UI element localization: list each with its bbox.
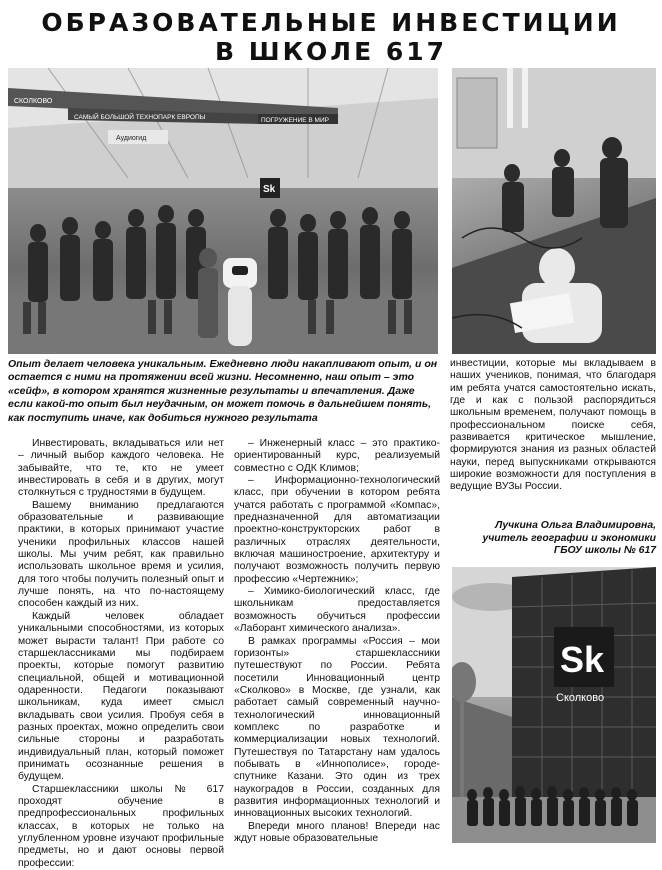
skolkovo-building-photo [452,567,656,843]
paragraph: – Информационно-технологический класс, при обучении в котором ребята учатся работать с программой «Компас», предназначенной для автоматизации проектно-конструкторских работ в различных отраслях деятельности, включая машиностроение, архитектуру и получают возможность получить первую профессию «Чертежник»; [234,475,440,585]
lede-paragraph: Опыт делает человека уникальным. Ежедневно люди накапливают опыт, и он остается с ними на протяжении всей жизни. Несомненно, наш опыт – это «сейф», в котором хранятся жизненные результаты и впечатления. Даже если какой-то опыт был неудачным, он может помочь в дальнейшем понять, как поступить иначе, как добиться нужного результата [8,358,438,424]
paragraph: Инвестировать, вкладываться или нет – личный выбор каждого человека. Не забывайте, что те, кто не умеет инвестировать в себя и в других, могут столкнуться с трудностями в будущем. [18,438,224,499]
article-column-2 [234,438,440,845]
building-sign: Sk [560,639,605,680]
building-photo-illustration [452,567,656,843]
group-photo-technopark [8,68,438,354]
title-line-2: В ШКОЛЕ 617 [214,37,448,66]
article-column-1 [18,438,224,870]
author-position: учитель географии и экономики [482,532,656,544]
author-school: ГБОУ школы № 617 [553,545,656,557]
sign-technopark: САМЫЙ БОЛЬШОЙ ТЕХНОПАРК ЕВРОПЫ [74,114,206,121]
building-sign-caption: Сколково [556,692,605,704]
paragraph: инвестиции, которые мы вкладываем в наших учеников, понимая, что благодаря им ребята учатся самостоятельно искать, где и как с пользой распорядиться школьным временем, получают помощь в профессиональном поиске себя, развивается критическое мышление, формируются знания из разных областей науки, перед выпускниками открываются широкие возможности для поступления в ведущие ВУЗы России. [450,358,656,493]
article-title [0,8,662,66]
title-line-1: ОБРАЗОВАТЕЛЬНЫЕ ИНВЕСТИЦИИ [41,8,621,37]
robot-icon [223,258,257,346]
lab-photo-illustration [452,68,656,354]
article-column-3 [450,358,656,494]
paragraph: – Инженерный класс – это практико-ориентированный курс, реализуемый совместно с ОДК Климов; [234,438,440,474]
group-photo-illustration [8,68,438,354]
paragraph: Вашему вниманию предлагаются образовательные и развивающие практики, в которых принимают участие ученики профильных классов нашей школы. Мы учим ребят, как правильно использовать школьное время и усилия, для того чтобы получить полезный опыт и лучше понять, на что по-настоящему способен каждый из них. [18,499,224,610]
paragraph: Старшеклассники школы № 617 проходят обучение в предпрофессиональных профильных классах, в которых не только на углубленном уровне изучают профильные предметы, но и дают основы первой профессии: [18,783,224,869]
paragraph: Впереди много планов! Впереди нас ждут новые образовательные [234,820,440,844]
sign-sk: Sk [263,184,276,195]
sign-immersion: ПОГРУЖЕНИЕ В МИР [261,117,329,124]
paragraph: В рамках программы «Россия – мои горизонты» старшеклассники путешествуют по России. Ребята посетили Инновационный центр «Сколково» в Москве, где узнали, как работает самый современный научно-технологический инновационный комплекс по разработке и коммерциализации новых технологий. Путешествуя по Татарстану нам удалось побывать в «Иннополисе», городе-спутнике Казани. Это один из трех наукоградов в России, созданных для развития информационных технологий и инновационных высоких технологий. [234,635,440,820]
paragraph: Каждый человек обладает уникальными способностями, из которых может вырасти талант! При работе со старшеклассниками мы подбираем проекты, которые помогут развитию специальной, общей и мотивационной одаренности. Педагоги показывают школьникам, куда имеет смысл вкладывать свои усилия. Пробуя себя в разных проектах, можно определить свои сильные стороны и разработать индивидуальный план, который поможет принимать осознанные решения в будущем. [18,610,224,783]
paragraph: – Химико-биологический класс, где школьникам предоставляется возможность обучиться профессии «Лаборант химического анализа». [234,586,440,635]
sign-audioguide: Аудиогид [116,135,147,142]
author-name: Лучкина Ольга Владимировна, [495,520,656,531]
students-lab-photo [452,68,656,354]
sign-skolkovo: СКОЛКОВО [14,98,53,105]
author-signature [450,520,656,558]
